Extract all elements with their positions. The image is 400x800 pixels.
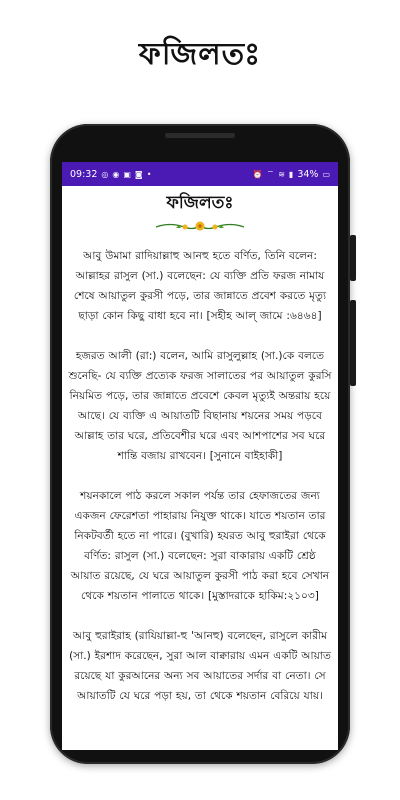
- promo-title: ফজিলতঃ: [138, 37, 262, 72]
- status-bar: [62, 162, 338, 186]
- camera-icon: ◙: [134, 169, 143, 179]
- alarm-icon: ⏰: [252, 169, 263, 179]
- paragraph-1: আবু উমামা রাদিয়াল্লাহু আনহু হতে বর্ণিত, তিনি বলেন: আল্লাহর রাসুল (সা.) বলেছেন: যে ব্যক্তি প্রতি ফরজ নামায শেষে আয়াতুল কুরসী পড়ে, তার জান্নাতে প্রবেশ করতে মৃত্যু ছাড়া কোন কিছু বাধা হবে না। [সহীহ আল্ জামে :৬৪৬৪]: [73, 250, 327, 322]
- battery-icon: ▭: [322, 169, 330, 179]
- volume-button: [350, 300, 356, 386]
- status-right: [253, 169, 330, 180]
- speaker-grille: [165, 133, 235, 138]
- whatsapp-icon: ◎: [101, 169, 109, 179]
- content-area: [62, 186, 338, 706]
- gallery-icon: ▣: [123, 169, 131, 179]
- paragraph-2: হজরত আলী (রা:) বলেন, আমি রাসুলুল্লাহ (সা.)কে বলতে শুনেছি- যে ব্যক্তি প্রত্যেক ফরজ সালাতের পর আয়াতুল কুরসি নিয়মিত পড়ে, তার জান্নাতে প্রবেশে কেবল মৃত্যুই অন্তরায় হয়ে আছে। যে ব্যক্তি এ আয়াতটি বিছানায় শয়নের সময় পড়বে আল্লাহ তার ঘরে, প্রতিবেশীর ঘরে এবং আশপাশের সব ঘরে শান্তি বজায় রাখবেন। [সুনানে বাইহাকী]: [68, 350, 332, 462]
- signal-icon: ▮: [288, 169, 294, 179]
- messenger-icon: ◉: [112, 169, 120, 179]
- page-heading: ফজিলতঃ: [166, 193, 234, 213]
- volte-icon: ≋: [278, 169, 285, 179]
- paragraph-4: আবু হুরাইরাহ (রাযিয়াল্লা-হু 'আনহু) বলেছেন, রাসুলে কারীম (সা.) ইরশাদ করেছেন, সুরা আল বাক্বারায় এমন একটি আয়াত রয়েছে যা কুরআনের অন্য সব আয়াতের সর্দার বা নেতা। সে আয়াতটি যে ঘরে পড়া হয়, তা থেকে শয়তান বেরিয়ে যায়।: [69, 630, 331, 702]
- wifi-icon: ⌔: [266, 169, 275, 178]
- battery-text: 34%: [297, 168, 319, 180]
- floral-divider-icon: [68, 218, 332, 234]
- status-time: 09:32: [70, 168, 98, 180]
- dot-icon: •: [146, 169, 152, 179]
- paragraph-3: শয়নকালে পাঠ করলে সকাল পর্যন্ত তার হেফাজতের জন্য একজন ফেরেশতা পাহারায় নিযুক্ত থাকে। যাতে শয়তান তার নিকটবর্তী হতে না পারে। (বুখারি) হযরত আবু হুরাইরা থেকে বর্ণিত: রাসুল (সা.) বলেছেন: সুরা বাকারায় একটি শ্রেষ্ঠ আয়াত রয়েছে, যে ঘরে আয়াতুল কুরসী পাঠ করা হবে সেখান থেকে শয়তান পালাতে থাকে। [মুস্তাদরাকে হাকিম:২১০৩]: [70, 490, 330, 602]
- status-left: [70, 169, 151, 180]
- power-button: [350, 235, 356, 281]
- phone-screen: [62, 162, 338, 750]
